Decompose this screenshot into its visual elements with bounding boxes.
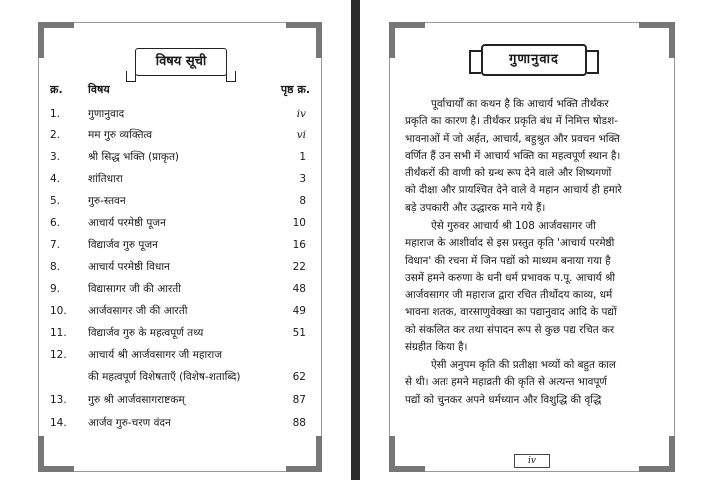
corner-ornament <box>389 22 425 58</box>
row-number: 11. <box>50 327 67 339</box>
text-line: आर्जवसागर जी महाराज द्वारा रचित तीर्थोदय काव्य, धर्म <box>405 289 613 302</box>
text-line: से थी। अतः हमने महाव्रती की कृति से अत्यन्त भावपूर्ण <box>405 376 607 389</box>
row-subject: आचार्य श्री आर्जवसागर जी महाराज <box>88 349 222 361</box>
text-line: संग्रहीत किया है। <box>405 341 468 354</box>
row-number: 3. <box>50 151 61 163</box>
row-page: 88 <box>292 417 306 429</box>
toc-row[interactable] <box>50 367 310 387</box>
toc-row[interactable] <box>50 169 310 189</box>
toc-header <box>50 82 310 100</box>
text-line: पूर्वाचार्यों का कथन है कि आचार्य भक्ति तीर्थंकर <box>431 98 609 110</box>
paragraph-1 <box>405 96 661 217</box>
row-page: 48 <box>292 283 306 295</box>
row-page: 8 <box>299 195 306 207</box>
toc-row[interactable] <box>50 104 310 124</box>
header-subject: विषय <box>88 83 110 96</box>
toc-row[interactable] <box>50 413 310 433</box>
toc-row[interactable] <box>50 147 310 167</box>
row-page: 62 <box>292 371 306 383</box>
row-number: 2. <box>50 129 61 141</box>
toc-row[interactable] <box>50 235 310 255</box>
text-line: महाराज के आशीर्वाद से इस प्रस्तुत कृति 'आचार्य परमेष्ठी <box>405 237 615 250</box>
text-line: विधान' की रचना में जिन पद्यों को माध्यम बनाया गया है <box>405 254 611 267</box>
toc-row[interactable] <box>50 323 310 343</box>
row-page: 51 <box>292 327 306 339</box>
header-number: क्र. <box>50 83 63 96</box>
right-page <box>389 22 675 472</box>
book-spine <box>351 0 360 480</box>
row-page: vi <box>296 129 306 141</box>
toc-row[interactable] <box>50 125 310 145</box>
corner-ornament <box>389 436 425 472</box>
text-line: प्रकृति का कारण है। तीर्थंकर प्रकृति बंध में निमित्त षोडश- <box>405 115 618 128</box>
corner-ornament <box>286 22 322 58</box>
row-subject: आर्जव गुरु-चरण वंदन <box>88 417 171 429</box>
toc-title: विषय सूची <box>135 48 227 76</box>
row-subject: विद्यार्जव गुरु के महत्वपूर्ण तथ्य <box>88 327 204 339</box>
row-number: 13. <box>50 394 67 406</box>
text-line: उसमें हमने करुणा के धनी धर्म प्रभावक प.पू. आचार्य श्री <box>405 271 616 284</box>
row-subject: आचार्य परमेष्ठी पूजन <box>88 217 166 229</box>
toc-row[interactable] <box>50 191 310 211</box>
toc-row[interactable] <box>50 257 310 277</box>
text-line: तीर्थंकरों की वाणी को ग्रन्थ रूप देने वाले और शिष्यगणों <box>405 167 612 180</box>
header-page: पृष्ठ क्र. <box>280 83 310 96</box>
text-line: ऐसे गुरुवर आचार्य श्री 108 आर्जवसागर जी <box>431 220 596 232</box>
toc-row[interactable] <box>50 279 310 299</box>
row-page: iv <box>296 108 306 120</box>
row-page: 87 <box>292 394 306 406</box>
text-line: ऐसी अनुपम कृति की प्रतीक्षा भव्यों को बहुत काल <box>431 359 616 371</box>
row-number: 1. <box>50 108 61 120</box>
row-subject: गुरु-स्तवन <box>88 195 126 207</box>
row-page: 1 <box>299 151 306 163</box>
row-number: 5. <box>50 195 61 207</box>
row-page: 49 <box>292 305 306 317</box>
text-line: को संकलित कर तथा संपादन रूप से कुछ पद्य रचित कर <box>405 323 615 336</box>
row-page: 16 <box>292 239 306 251</box>
row-subject: आचार्य परमेष्ठी विधान <box>88 261 170 273</box>
corner-ornament <box>639 436 675 472</box>
row-page: 10 <box>292 217 306 229</box>
section-title: गुणानुवाद <box>481 44 587 76</box>
row-subject: मम गुरु व्यक्तित्व <box>88 129 153 141</box>
row-subject: की महत्वपूर्ण विशेषताएँ (विशेष-शताब्दि) <box>88 371 241 383</box>
text-line: भावनाओं में जो अर्हत, आचार्य, बहुश्रुत और प्रवचन भक्ति <box>405 132 620 145</box>
row-number: 4. <box>50 173 61 185</box>
corner-ornament <box>286 436 322 472</box>
row-number: 7. <box>50 239 61 251</box>
row-page: 22 <box>292 261 306 273</box>
page-number: iv <box>514 454 550 468</box>
paragraph-2 <box>405 218 661 356</box>
corner-ornament <box>38 22 74 58</box>
row-subject: गुणानुवाद <box>88 108 125 120</box>
row-number: 10. <box>50 305 67 317</box>
corner-ornament <box>38 436 74 472</box>
text-line: वर्णित हैं उन सभी में आचार्य भक्ति का महत्वपूर्ण स्थान है। <box>405 149 621 162</box>
text-line: भावना शतक, वारसाणुवेक्खा का पद्यानुवाद आदि के पद्यों <box>405 306 617 319</box>
row-number: 6. <box>50 217 61 229</box>
row-subject: विद्यासागर जी की आरती <box>88 283 181 295</box>
text-line: बड़े उपकारी और उद्धारक माने गये हैं। <box>405 201 546 214</box>
row-number: 12. <box>50 349 67 361</box>
text-line: पद्यों को चुनकर अपने धर्मध्यान और विशुद्धि की वृद्धि <box>405 393 602 406</box>
text-line: को दीक्षा और प्रायश्चित देने वाले वे महान आचार्य ही हमारे <box>405 184 622 197</box>
left-page <box>38 22 322 472</box>
row-subject: श्री सिद्ध भक्ति (प्राकृत) <box>88 151 180 163</box>
toc-row[interactable] <box>50 390 310 410</box>
row-number: 8. <box>50 261 61 273</box>
toc-row[interactable] <box>50 213 310 233</box>
row-subject: गुरु श्री आर्जवसागराष्टकम् <box>88 394 185 406</box>
row-subject: शांतिधारा <box>88 173 123 185</box>
row-subject: आर्जवसागर जी की आरती <box>88 305 188 317</box>
paragraph-3 <box>405 357 661 409</box>
toc-row[interactable] <box>50 345 310 365</box>
row-subject: विद्यार्जव गुरु पूजन <box>88 239 158 251</box>
row-number: 9. <box>50 283 61 295</box>
corner-ornament <box>639 22 675 58</box>
row-page: 3 <box>299 173 306 185</box>
toc-row[interactable] <box>50 301 310 321</box>
row-number: 14. <box>50 417 67 429</box>
